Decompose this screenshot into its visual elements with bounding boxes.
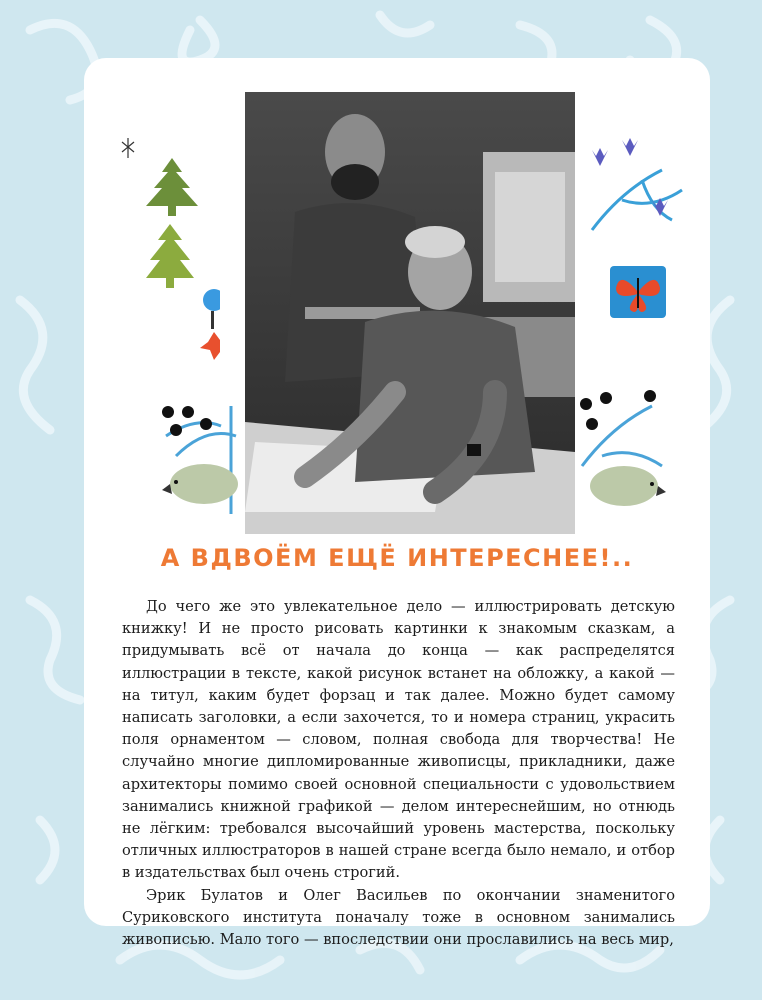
left-plants-illustration (110, 136, 220, 376)
body-text (122, 596, 675, 951)
paragraph-2: Эрик Булатов и Олег Васильев по окончании знаменитого Суриковского института поначалу тоже в основном занимались живописью. Мало того — впоследствии они прославились на весь мир, (122, 886, 675, 949)
chapter-title: А ВДВОЁМ ЕЩЁ ИНТЕРЕСНЕЕ!.. (160, 544, 634, 572)
hedgehog-icon (162, 464, 238, 504)
hedgehog-icon (590, 466, 666, 506)
artists-photo (245, 92, 575, 534)
book-page (84, 58, 710, 949)
left-hedgehog-illustration (156, 396, 246, 514)
mosquito-icon (122, 138, 134, 158)
tree-icon (146, 158, 198, 288)
right-bluebell-illustration (582, 130, 694, 240)
butterfly-illustration (610, 266, 666, 318)
right-hedgehog-illustration (572, 386, 682, 516)
flower-icon (200, 289, 220, 360)
bluebell-icon (592, 138, 668, 216)
paragraph-1: До чего же это увлекательное дело — иллюстрировать детскую книжку! И не просто рисовать картинки к знакомым сказкам, а придумывать всё от начала до конца — как распределятся иллюстрации в тексте, какой рисунок встанет на обложку, а какой — на титул, каким будет форзац и так далее. Можно будет самому написать заголовки, а если захочется, то и номера страниц, украсить поля орнаментом — словом, полная свобода для творчества! Не случайно многие дипломированные живописцы, прикладники, даже архитекторы помимо своей основной специальности с удовольствием занимались книжной графикой — делом интереснейшим, но отнюдь не лёгким: требовался высочайший уровень мастерства, поскольку отличных иллюстраторов в нашей стране всегда было немало, и отбор в издательствах был очень строгий. (122, 598, 675, 882)
